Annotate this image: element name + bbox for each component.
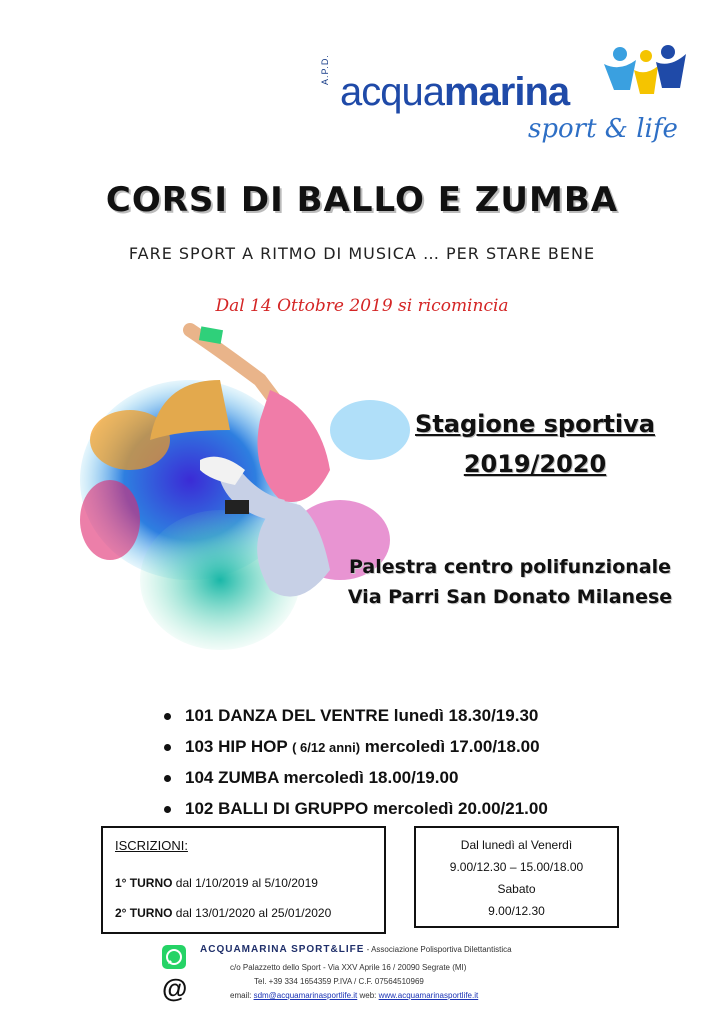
turn-dates: dal 1/10/2019 al 5/10/2019 xyxy=(172,876,318,890)
restart-date: Dal 14 Ottobre 2019 si ricomincia xyxy=(215,296,509,316)
season-block xyxy=(400,404,670,484)
course-text: 103 HIP HOP xyxy=(185,737,293,756)
registration-heading: ISCRIZIONI: xyxy=(115,838,188,853)
bullet-icon xyxy=(164,806,171,813)
logo-apd-text: A.P.D. xyxy=(320,54,330,85)
footer-contacts: Tel. +39 334 1654359 P.IVA / C.F. 07564510969 xyxy=(254,977,424,986)
season-label: Stagione sportiva xyxy=(415,410,655,438)
logo-people-icon xyxy=(600,42,690,112)
page-title: CORSI DI BALLO E ZUMBA xyxy=(105,180,619,220)
email-link[interactable]: sdm@acquamarinasportlife.it xyxy=(253,991,358,1000)
footer-brand: ACQUAMARINA SPORT&LIFE xyxy=(200,944,365,955)
list-item xyxy=(160,793,680,824)
bullet-icon xyxy=(164,744,171,751)
hours-line-4: 9.00/12.30 xyxy=(488,904,545,918)
list-item xyxy=(160,762,680,793)
registration-turn-2 xyxy=(115,906,331,920)
footer xyxy=(160,942,700,1002)
registration-box xyxy=(101,826,386,934)
course-age-note: ( 6/12 anni) xyxy=(292,740,361,755)
hours-line-3: Sabato xyxy=(497,882,536,896)
turn-dates: dal 13/01/2020 al 25/01/2020 xyxy=(172,906,332,920)
list-item xyxy=(160,731,680,762)
tagline: FARE SPORT A RITMO DI MUSICA … PER STARE BENE xyxy=(128,244,596,263)
bullet-icon xyxy=(164,775,171,782)
web-label: web: xyxy=(357,991,379,1000)
venue-line-2: Via Parri San Donato Milanese xyxy=(347,586,673,608)
footer-links xyxy=(160,990,700,1002)
brand-logo xyxy=(300,40,690,150)
website-link[interactable]: www.acquamarinasportlife.it xyxy=(378,991,479,1000)
footer-address: c/o Palazzetto dello Sport - Via XXV Aprile 16 / 20090 Segrate (MI) xyxy=(230,963,467,972)
email-label: email: xyxy=(230,991,254,1000)
list-item xyxy=(160,700,680,731)
course-schedule: mercoledì 17.00/18.00 xyxy=(360,737,540,756)
turn-label: 2° TURNO xyxy=(115,906,173,920)
logo-name-bold: marina xyxy=(443,70,570,114)
registration-turn-1 xyxy=(115,876,318,890)
hours-line-1: Dal lunedì al Venerdì xyxy=(460,838,573,852)
logo-subtitle: sport & life xyxy=(528,114,678,144)
turn-label: 1° TURNO xyxy=(115,876,173,890)
logo-name xyxy=(340,70,569,115)
course-text: 102 BALLI DI GRUPPO mercoledì 20.00/21.00 xyxy=(185,799,548,818)
bullet-icon xyxy=(164,713,171,720)
footer-association: - Associazione Polisportiva Dilettantistica xyxy=(364,945,512,954)
logo-name-light: acqua xyxy=(340,70,444,114)
course-list xyxy=(160,700,680,824)
dancer-illustration xyxy=(70,320,430,670)
venue-line-1: Palestra centro polifunzionale xyxy=(349,556,671,578)
footer-brand-line xyxy=(160,942,700,956)
hours-line-2: 9.00/12.30 – 15.00/18.00 xyxy=(449,860,584,874)
email-at-icon: @ xyxy=(162,973,188,1003)
season-years: 2019/2020 xyxy=(463,450,607,478)
course-text: 104 ZUMBA mercoledì 18.00/19.00 xyxy=(185,768,459,787)
course-text: 101 DANZA DEL VENTRE lunedì 18.30/19.30 xyxy=(185,706,539,725)
venue-block xyxy=(320,552,700,612)
opening-hours-box xyxy=(414,826,619,928)
